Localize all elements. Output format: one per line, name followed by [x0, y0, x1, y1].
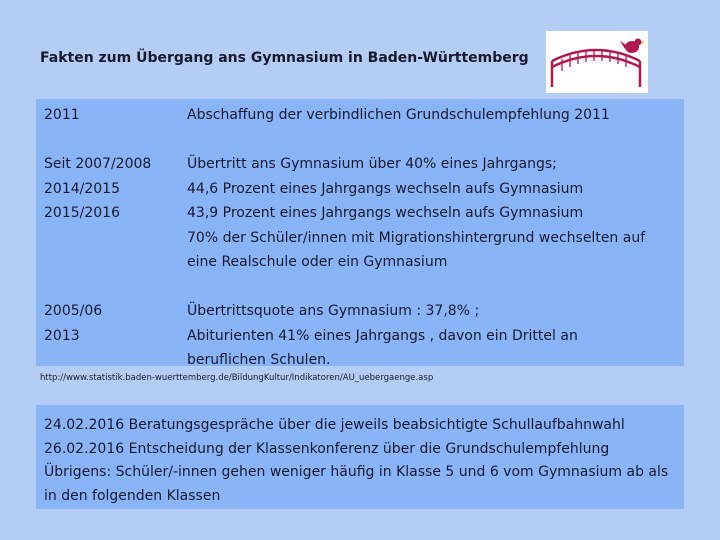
- page-title: Fakten zum Übergang ans Gymnasium in Baden-Württemberg: [40, 50, 529, 66]
- fact-line: 70% der Schüler/innen mit Migrationshintergrund wechselten auf eine Realschule oder ein Gymnasium: [187, 229, 646, 270]
- year-label: 2014/2015: [44, 180, 120, 197]
- source-link[interactable]: http://www.statistik.baden-wuerttemberg.de/BildungKultur/Indikatoren/AU_uebergaenge.asp: [40, 373, 434, 383]
- fact-line: Abiturienten 41% eines Jahrgangs , davon ein Drittel an beruflichen Schulen.: [187, 327, 578, 368]
- note-line: 24.02.2016 Beratungsgespräche über die jeweils beabsichtigte Schullaufbahnwahl: [44, 417, 625, 433]
- year-label: 2015/2016: [44, 205, 120, 221]
- bridge-bird-logo-icon: [546, 31, 648, 93]
- year-label: Seit 2007/2008: [44, 156, 152, 172]
- year-cell: [44, 152, 184, 226]
- fact-line: 44,6 Prozent eines Jahrgangs wechseln aufs Gymnasium: [187, 180, 584, 197]
- year-label: 2005/06: [44, 303, 103, 319]
- fact-line: Abschaffung der verbindlichen Grundschulempfehlung 2011: [187, 107, 610, 123]
- logo: [546, 31, 648, 93]
- year-cell: [44, 299, 184, 348]
- fact-cell: [187, 299, 679, 373]
- fact-line: Übertrittsquote ans Gymnasium : 37,8% ;: [187, 303, 480, 319]
- facts-table: [36, 99, 684, 366]
- fact-line: Übertritt ans Gymnasium über 40% eines Jahrgangs;: [187, 156, 557, 172]
- fact-cell: [187, 103, 679, 128]
- fact-cell: [187, 152, 679, 275]
- note-line: 26.02.2016 Entscheidung der Klassenkonferenz über die Grundschulempfehlung: [44, 440, 610, 457]
- notes-panel: [36, 405, 684, 509]
- notes-list: [44, 414, 676, 508]
- year-cell: [44, 103, 184, 128]
- year-label: 2011: [44, 107, 80, 123]
- year-label: 2013: [44, 327, 80, 344]
- fact-line: 43,9 Prozent eines Jahrgangs wechseln aufs Gymnasium: [187, 205, 584, 221]
- note-line: Übrigens: Schüler/-innen gehen weniger häufig in Klasse 5 und 6 vom Gymnasium ab als in den folgenden Klassen: [44, 464, 669, 504]
